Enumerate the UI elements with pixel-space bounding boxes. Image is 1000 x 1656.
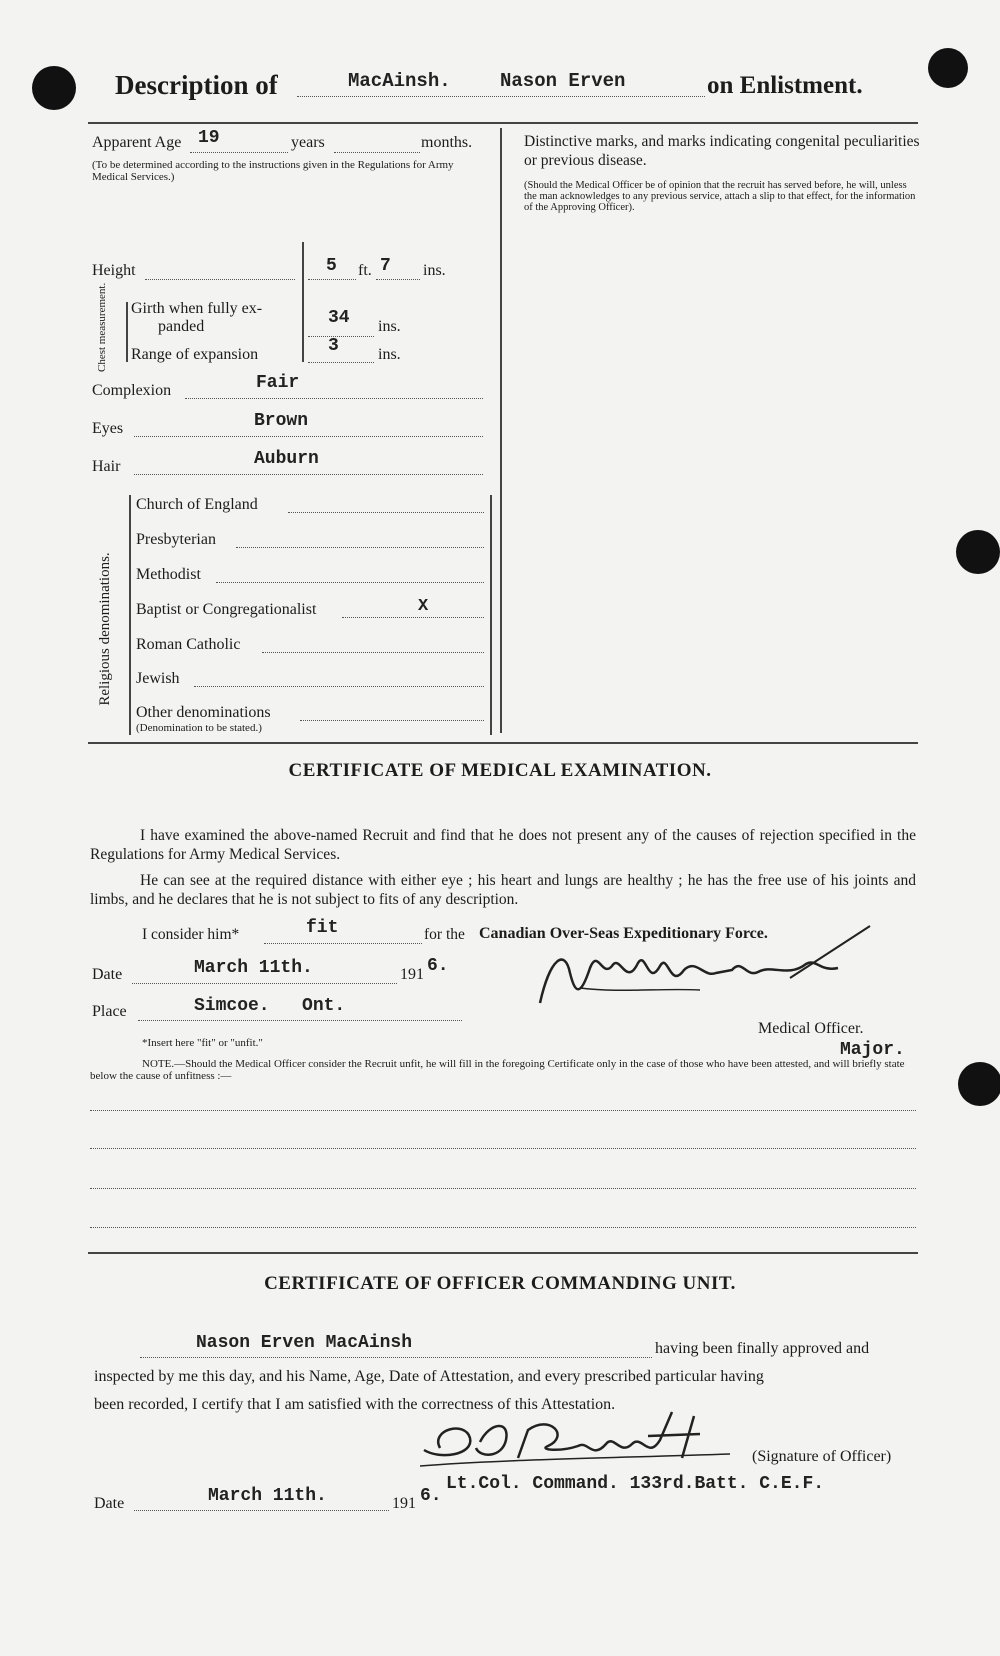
place-line	[138, 1020, 462, 1021]
medical-year-digit: 6.	[427, 956, 449, 976]
religion-row-roman-catholic	[136, 636, 484, 660]
religion-right-rule	[490, 495, 492, 735]
unfit-note: NOTE.—Should the Medical Officer consider the Recruit unfit, he will fill in the foregoing Certificate only in the case of those who have been attested, and will briefly state below the cause of unfitness :—	[90, 1058, 905, 1082]
height-ft-value: 5	[326, 256, 337, 276]
medical-officer-rank: Major.	[840, 1040, 905, 1060]
unfit-cause-line	[90, 1188, 916, 1189]
commanding-date-line	[134, 1510, 389, 1511]
girth-label-1: Girth when fully ex-	[131, 300, 263, 317]
height-ins-label: ins.	[423, 262, 446, 279]
header-prefix: Description of	[115, 70, 278, 100]
recruit-name: Nason Erven MacAinsh	[196, 1333, 413, 1353]
religion-line	[342, 617, 484, 618]
place-label: Place	[92, 1003, 127, 1020]
commanding-officer-title: Lt.Col. Command. 133rd.Batt. C.E.F.	[446, 1474, 825, 1494]
religion-name: Baptist or Congregationalist	[136, 601, 317, 618]
consider-value: fit	[306, 918, 339, 938]
section-rule	[88, 1252, 918, 1254]
commanding-line-1: having been finally approved and	[655, 1340, 870, 1357]
punch-hole	[32, 66, 76, 110]
officer-signature-label: (Signature of Officer)	[752, 1448, 892, 1465]
eyes-line	[134, 436, 483, 437]
medical-title: CERTIFICATE OF MEDICAL EXAMINATION.	[288, 760, 712, 781]
section-rule	[88, 742, 918, 744]
religion-line	[236, 547, 484, 548]
medical-officer-label: Medical Officer.	[758, 1020, 864, 1037]
age-label: Apparent Age	[92, 134, 182, 151]
religion-name: Jewish	[136, 670, 180, 687]
commanding-date-value: March 11th.	[208, 1486, 327, 1506]
religion-line	[262, 652, 484, 653]
religion-name: Church of England	[136, 496, 258, 513]
eyes-label: Eyes	[92, 420, 124, 437]
complexion-label: Complexion	[92, 382, 172, 399]
medical-year-prefix: 191	[400, 966, 424, 983]
marks-title: Distinctive marks, and marks indicating congenital peculiarities or previous disease.	[524, 133, 920, 169]
religion-name: Presbyterian	[136, 531, 216, 548]
months-label: months.	[421, 134, 473, 151]
consider-label: I consider him*	[142, 926, 240, 943]
recruit-name-line	[140, 1357, 652, 1358]
height-label: Height	[92, 262, 136, 279]
medical-para-1: I have examined the above-named Recruit and find that he does not present any of the causes of rejection specified in the Regulations for Army Medical Services.	[90, 827, 916, 863]
commanding-officer-signature	[410, 1400, 750, 1480]
girth-label-2: panded	[158, 318, 205, 335]
header-suffix: on Enlistment.	[707, 72, 863, 99]
header-surname: MacAinsh.	[348, 70, 451, 92]
medical-para-2: He can see at the required distance with either eye ; his heart and lungs are healthy ; he has the free use of his joints and limbs, and he declares that he is not subject to fits of any description.	[90, 872, 916, 908]
range-label: Range of expansion	[131, 346, 259, 363]
hair-line	[134, 474, 483, 475]
punch-hole	[958, 1062, 1000, 1106]
religion-name: Other denominations	[136, 704, 271, 721]
height-in-line	[376, 279, 420, 280]
religion-brace	[129, 495, 131, 735]
commanding-date-label: Date	[94, 1495, 125, 1512]
age-line	[190, 152, 288, 153]
range-value: 3	[328, 336, 339, 356]
medical-date-line	[132, 983, 397, 984]
religion-row-baptist	[136, 597, 484, 625]
girth-value: 34	[328, 308, 350, 328]
religion-line	[216, 582, 484, 583]
medical-officer-signature	[520, 918, 880, 1028]
girth-ins-label: ins.	[378, 318, 401, 335]
for-label: for the	[424, 926, 465, 943]
header-name-line	[297, 96, 705, 97]
unfit-cause-line	[90, 1148, 916, 1149]
height-line	[145, 279, 295, 280]
age-value: 19	[198, 128, 220, 148]
commanding-line-2: inspected by me this day, and his Name, Age, Date of Attestation, and every prescribed particular having	[94, 1368, 764, 1385]
column-divider	[500, 128, 502, 733]
hair-value: Auburn	[254, 449, 319, 469]
unfit-cause-line	[90, 1227, 916, 1228]
place-value: Simcoe. Ont.	[194, 996, 346, 1016]
religion-line	[194, 686, 484, 687]
marks-note: (Should the Medical Officer be of opinion that the recruit has served before, he will, unless the man acknowledges to any previous service, attach a slip to that effect, for the information of the Approving Officer).	[524, 180, 916, 213]
height-ft-line	[308, 279, 356, 280]
religion-line	[288, 512, 484, 513]
height-in-value: 7	[380, 256, 391, 276]
religion-row-jewish	[136, 670, 484, 694]
girth-line	[308, 336, 374, 337]
chest-brace	[126, 302, 128, 362]
religion-row-presbyterian	[136, 531, 484, 555]
commanding-year-prefix: 191	[392, 1495, 416, 1512]
religion-name: Methodist	[136, 566, 201, 583]
medical-date-value: March 11th.	[194, 958, 313, 978]
commanding-year-digit: 6.	[420, 1486, 442, 1506]
force-name: Canadian Over-Seas Expeditionary Force.	[479, 925, 768, 942]
commanding-line-3: been recorded, I certify that I am satisfied with the correctness of this Attestation.	[94, 1396, 616, 1413]
religion-line	[300, 720, 484, 721]
punch-hole	[928, 48, 968, 88]
ft-label: ft.	[358, 262, 372, 279]
punch-hole	[956, 530, 1000, 574]
chest-label: Chest measurement.	[96, 282, 108, 372]
months-line	[334, 152, 420, 153]
header-given-names: Nason Erven	[500, 70, 626, 92]
religion-row-church-of-england	[136, 496, 484, 520]
range-line	[308, 362, 374, 363]
years-label: years	[291, 134, 325, 151]
other-denomination-note: (Denomination to be stated.)	[136, 722, 262, 734]
hair-label: Hair	[92, 458, 121, 475]
measure-divider	[302, 242, 304, 362]
eyes-value: Brown	[254, 411, 309, 431]
unfit-cause-line	[90, 1110, 916, 1111]
religion-row-methodist	[136, 566, 484, 590]
religion-label: Religious denominations.	[97, 552, 113, 706]
age-note: (To be determined according to the instructions given in the Regulations for Army Medical Services.)	[92, 159, 454, 183]
header-rule	[88, 122, 918, 124]
consider-line	[264, 943, 422, 944]
religion-mark: X	[418, 597, 429, 616]
complexion-value: Fair	[256, 373, 300, 393]
complexion-line	[185, 398, 483, 399]
insert-note: *Insert here "fit" or "unfit."	[142, 1037, 263, 1049]
religion-name: Roman Catholic	[136, 636, 241, 653]
commanding-title: CERTIFICATE OF OFFICER COMMANDING UNIT.	[264, 1273, 736, 1294]
range-ins-label: ins.	[378, 346, 401, 363]
medical-date-label: Date	[92, 966, 123, 983]
